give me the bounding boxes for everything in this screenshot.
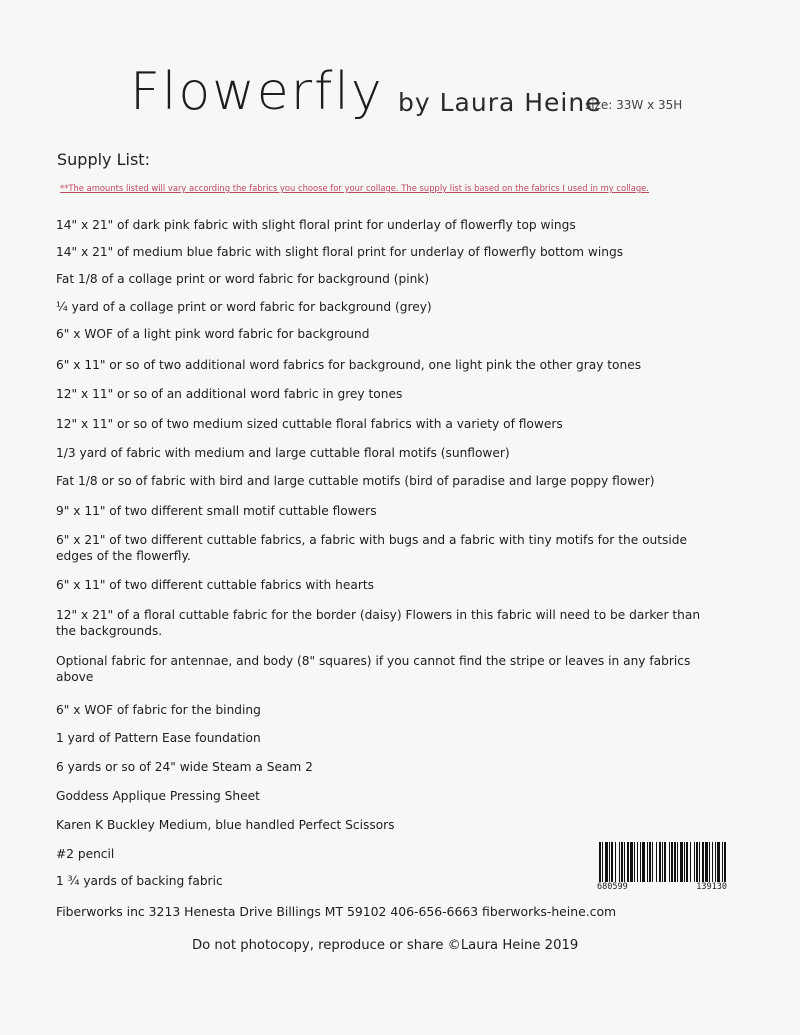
barcode-bar	[705, 842, 708, 882]
supply-item	[56, 244, 726, 260]
barcode-bar	[640, 842, 641, 882]
supply-item	[56, 386, 726, 402]
barcode-bar	[724, 842, 726, 882]
supply-item	[56, 217, 726, 233]
barcode-bar	[664, 842, 666, 882]
barcode-bar	[722, 842, 723, 882]
supply-item-line: 6" x 11" of two different cuttable fabrics with hearts	[56, 578, 374, 592]
supply-item-line: 12" x 11" or so of two medium sized cuttable floral fabrics with a variety of flowers	[56, 417, 563, 431]
barcode-bar	[642, 842, 645, 882]
barcode-bar	[656, 842, 657, 882]
supply-item	[56, 730, 726, 746]
supply-item	[56, 473, 726, 489]
barcode-bar	[717, 842, 720, 882]
supply-item-line: 6" x WOF of a light pink word fabric for background	[56, 327, 370, 341]
barcode-bar	[599, 842, 601, 882]
barcode-left-number: 680599	[597, 882, 628, 892]
barcode-bar	[630, 842, 633, 882]
supply-item	[56, 532, 726, 564]
supply-item-line: 14" x 21" of medium blue fabric with slight floral print for underlay of flowerfly bottom wings	[56, 245, 624, 259]
amounts-note: **The amounts listed will vary according the fabrics you choose for your collage. The supply list is based on the fabrics I used in my collage.	[60, 183, 649, 193]
barcode-bar	[715, 842, 716, 882]
supply-item	[56, 577, 726, 593]
quilt-size: size: 33W x 35H	[585, 98, 683, 112]
supply-item	[56, 759, 726, 775]
supply-item-line: 12" x 21" of a floral cuttable fabric for the border (daisy) Flowers in this fabric will need to be darker than	[56, 608, 701, 622]
barcode-bar	[684, 842, 685, 882]
supply-item	[56, 702, 726, 718]
barcode-bar	[602, 842, 603, 882]
barcode-bar	[627, 842, 629, 882]
copyright-notice: Do not photocopy, reproduce or share ©Laura Heine 2019	[192, 938, 579, 953]
supply-item-line: 12" x 11" or so of an additional word fabric in grey tones	[56, 387, 403, 401]
barcode-bar	[611, 842, 613, 882]
barcode-bar	[621, 842, 623, 882]
barcode-bar	[677, 842, 678, 882]
barcode-bar	[694, 842, 695, 882]
supply-list-heading: Supply List:	[57, 150, 150, 169]
supply-item-line: Optional fabric for antennae, and body (8" squares) if you cannot find the stripe or leaves in any fabrics	[56, 654, 691, 668]
barcode-bar	[671, 842, 673, 882]
supply-item	[56, 326, 726, 342]
barcode-bar	[605, 842, 608, 882]
supply-item	[56, 607, 726, 639]
barcode-bar	[696, 842, 698, 882]
barcode-bar	[702, 842, 704, 882]
supply-item-line: the backgrounds.	[56, 624, 163, 638]
supply-item	[56, 416, 726, 432]
barcode-bar	[615, 842, 616, 882]
supply-item	[56, 299, 726, 315]
supply-item-line: 1 ¾ yards of backing fabric	[56, 874, 223, 888]
company-footer: Fiberworks inc 3213 Henesta Drive Billings MT 59102 406-656-6663 fiberworks-heine.com	[56, 904, 617, 919]
barcode-bar	[624, 842, 625, 882]
supply-item-line: ¼ yard of a collage print or word fabric for background (grey)	[56, 300, 432, 314]
barcode-bar	[649, 842, 651, 882]
supply-item	[56, 817, 726, 833]
barcode-bar	[680, 842, 683, 882]
pattern-title: Flowerfly	[130, 62, 384, 122]
supply-item-line: 6 yards or so of 24" wide Steam a Seam 2	[56, 760, 313, 774]
supply-item-line: Goddess Applique Pressing Sheet	[56, 789, 260, 803]
supply-item-line: Fat 1/8 of a collage print or word fabric for background (pink)	[56, 272, 430, 286]
supply-item-line: 9" x 11" of two different small motif cuttable flowers	[56, 504, 377, 518]
barcode-bar	[659, 842, 661, 882]
supply-item	[56, 653, 726, 685]
barcode-bar	[634, 842, 635, 882]
supply-item-line: Fat 1/8 or so of fabric with bird and large cuttable motifs (bird of paradise and large poppy flower)	[56, 474, 655, 488]
supply-item	[56, 788, 726, 804]
supply-item-line: #2 pencil	[56, 847, 115, 861]
barcode-bar	[609, 842, 610, 882]
supply-item-line: edges of the flowerfly.	[56, 549, 191, 563]
barcode-bar	[699, 842, 700, 882]
supply-item-line: above	[56, 670, 94, 684]
barcode-bar	[690, 842, 691, 882]
barcode-bar	[652, 842, 653, 882]
barcode-bar	[674, 842, 676, 882]
barcode-right-number: 139130	[696, 882, 727, 892]
barcode-bar	[647, 842, 648, 882]
supply-item	[56, 503, 726, 519]
supply-item-line: 6" x WOF of fabric for the binding	[56, 703, 261, 717]
barcode-bar	[637, 842, 638, 882]
supply-item-line: Karen K Buckley Medium, blue handled Perfect Scissors	[56, 818, 395, 832]
barcode-bar	[709, 842, 710, 882]
supply-item-line: 14" x 21" of dark pink fabric with slight floral print for underlay of flowerfly top wings	[56, 218, 576, 232]
supply-item-line: 1 yard of Pattern Ease foundation	[56, 731, 261, 745]
supply-item-line: 1/3 yard of fabric with medium and large cuttable floral motifs (sunflower)	[56, 446, 510, 460]
supply-item-line: 6" x 21" of two different cuttable fabrics, a fabric with bugs and a fabric with tiny motifs for the outside	[56, 533, 688, 547]
designer-byline: by Laura Heine	[398, 88, 602, 117]
barcode-bar	[686, 842, 688, 882]
supply-item-line: 6" x 11" or so of two additional word fabrics for background, one light pink the other gray tones	[56, 358, 642, 372]
barcode-bar	[662, 842, 663, 882]
barcode	[597, 842, 727, 896]
supply-item	[56, 357, 726, 373]
barcode-bars	[597, 842, 727, 882]
barcode-bar	[712, 842, 713, 882]
barcode-bar	[619, 842, 620, 882]
barcode-bar	[669, 842, 670, 882]
supply-item	[56, 445, 726, 461]
supply-item	[56, 271, 726, 287]
